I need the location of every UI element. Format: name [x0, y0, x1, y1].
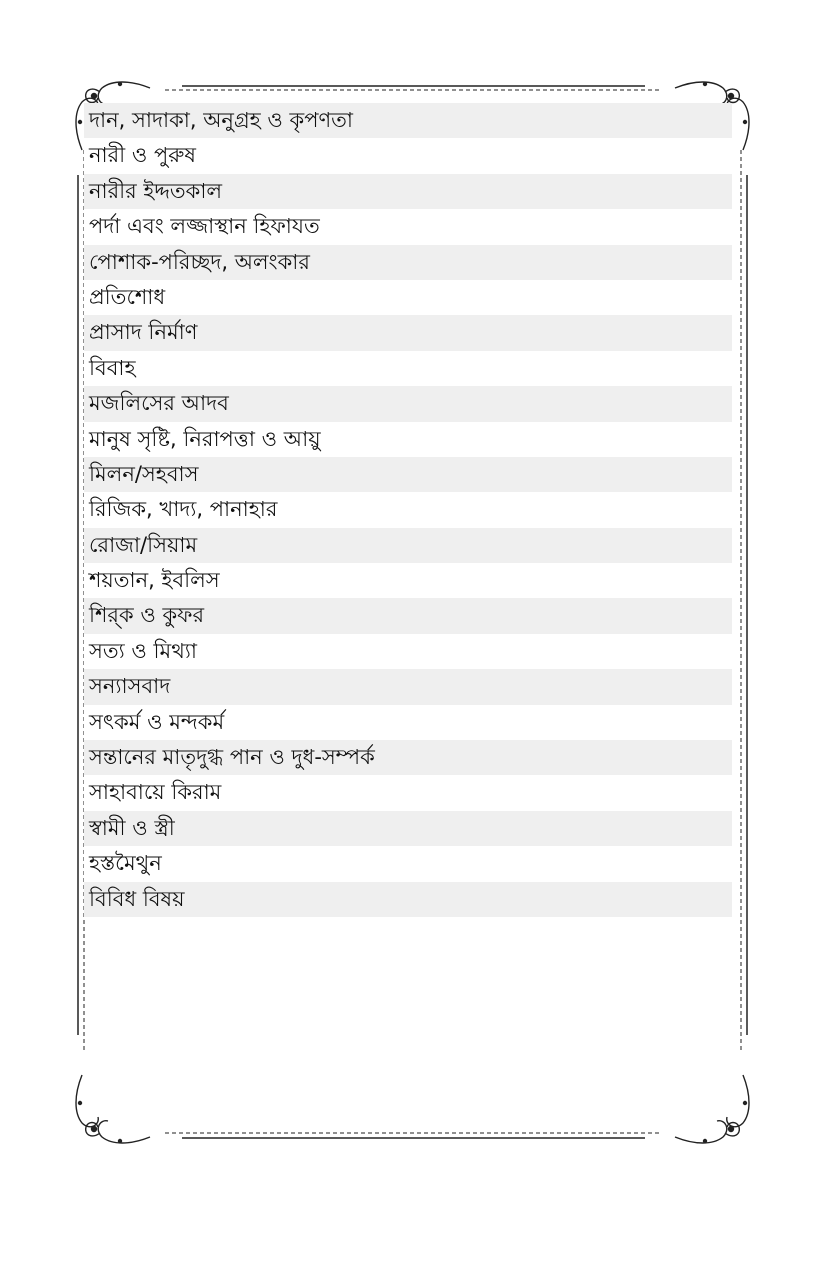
topic-item: সাহাবায়ে কিরাম [84, 775, 732, 810]
topic-item: রোজা/সিয়াম [84, 528, 732, 563]
topic-item: বিবাহ [84, 351, 732, 386]
topic-item: দান, সাদাকা, অনুগ্রহ ও কৃপণতা [84, 103, 732, 138]
topic-item: নারীর ইদ্দতকাল [84, 174, 732, 209]
corner-ornament-bottom-right-icon [675, 1075, 749, 1143]
topic-item: স্বামী ও স্ত্রী [84, 811, 732, 846]
topic-item: সন্যাসবাদ [84, 669, 732, 704]
topic-item: সত্য ও মিথ্যা [84, 634, 732, 669]
topic-item: হস্তমৈথুন [84, 846, 732, 881]
topic-item: নারী ও পুরুষ [84, 138, 732, 173]
topic-item: রিজিক, খাদ্য, পানাহার [84, 492, 732, 527]
topic-item: সৎকর্ম ও মন্দকর্ম [84, 705, 732, 740]
topic-item: শয়তান, ইবলিস [84, 563, 732, 598]
topic-item: পর্দা এবং লজ্জাস্থান হিফাযত [84, 209, 732, 244]
topic-item: শির্‌ক ও কুফর [84, 598, 732, 633]
topic-item: বিবিধ বিষয় [84, 882, 732, 917]
topic-item: প্রতিশোধ [84, 280, 732, 315]
topic-list [84, 103, 732, 917]
topic-item: মানুষ সৃষ্টি, নিরাপত্তা ও আয়ু [84, 422, 732, 457]
topic-item: প্রাসাদ নির্মাণ [84, 315, 732, 350]
topic-item: পোশাক-পরিচ্ছদ, অলংকার [84, 245, 732, 280]
topic-item: মিলন/সহবাস [84, 457, 732, 492]
topic-item: সন্তানের মাতৃদুগ্ধ পান ও দুধ-সম্পর্ক [84, 740, 732, 775]
corner-ornament-bottom-left-icon [76, 1075, 150, 1143]
topic-item: মজলিসের আদব [84, 386, 732, 421]
